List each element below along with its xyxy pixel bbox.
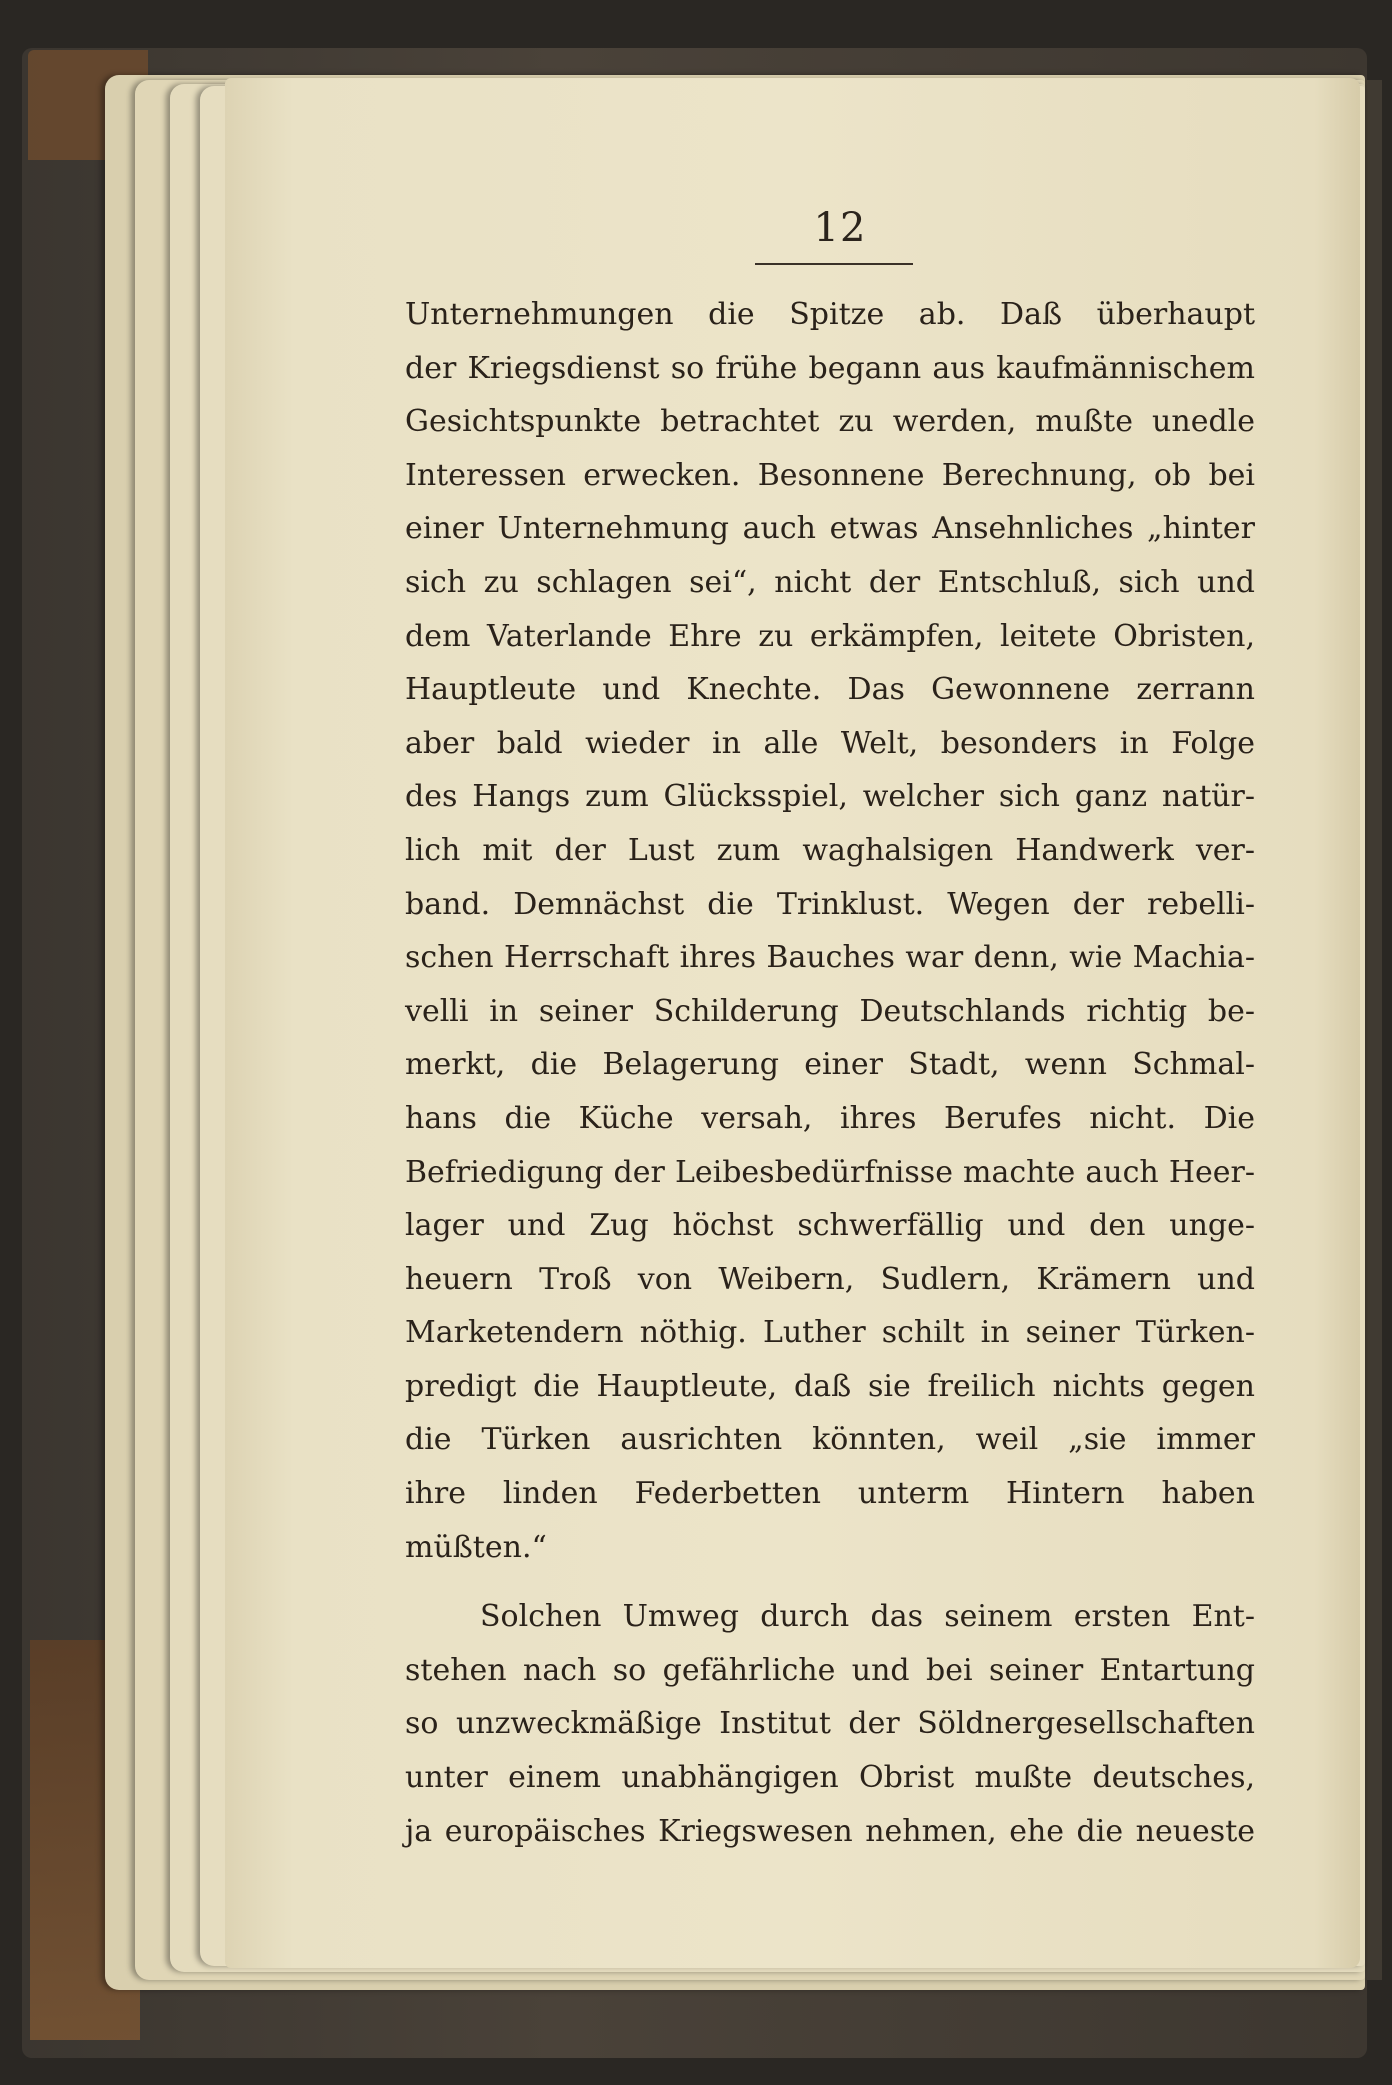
text-line: schen Herrschaft ihres Bauches war denn, wie Machia- bbox=[405, 940, 1255, 976]
text-line: heuern Troß von Weibern, Sudlern, Krämern und bbox=[405, 1261, 1255, 1297]
text-line: müßten.“ bbox=[405, 1529, 547, 1565]
text-line: Unternehmungen die Spitze ab. Daß überhaupt bbox=[405, 297, 1255, 332]
page-number: 12 bbox=[813, 205, 867, 251]
text-line: velli in seiner Schilderung Deutschlands richtig be- bbox=[405, 993, 1255, 1029]
text-line: der Kriegsdienst so frühe begann aus kaufmännischem bbox=[405, 350, 1255, 386]
text-line: aber bald wieder in alle Welt, besonders in Folge bbox=[405, 725, 1255, 761]
text-line: merkt, die Belagerung einer Stadt, wenn Schmal- bbox=[405, 1047, 1255, 1083]
text-line: lager und Zug höchst schwerfällig und den unge- bbox=[405, 1208, 1255, 1244]
text-line: Gesichtspunkte betrachtet zu werden, mußte unedle bbox=[405, 404, 1255, 440]
text-line: lich mit der Lust zum waghalsigen Handwerk ver- bbox=[405, 832, 1255, 868]
text-line: band. Demnächst die Trinklust. Wegen der rebelli- bbox=[405, 886, 1255, 922]
text-line: einer Unternehmung auch etwas Ansehnliches „hinter bbox=[405, 511, 1255, 547]
paragraph-gap bbox=[405, 1574, 1255, 1590]
page-number-rule bbox=[755, 263, 913, 265]
text-line: dem Vaterlande Ehre zu erkämpfen, leitete Obristen, bbox=[405, 618, 1255, 654]
text-line: des Hangs zum Glücksspiel, welcher sich ganz natür- bbox=[405, 779, 1255, 815]
text-line: die Türken ausrichten könnten, weil „sie immer bbox=[405, 1422, 1255, 1458]
text-line: Befriedigung der Leibesbedürfnisse machte auch Heer- bbox=[405, 1154, 1255, 1190]
text-line: Interessen erwecken. Besonnene Berechnung, ob bei bbox=[405, 457, 1255, 493]
text-line: hans die Küche versah, ihres Berufes nicht. Die bbox=[405, 1100, 1255, 1136]
text-line: ihre linden Federbetten unterm Hintern haben bbox=[405, 1476, 1255, 1512]
paragraph-1 bbox=[405, 288, 1255, 1574]
text-line: so unzweckmäßige Institut der Söldnergesellschaften bbox=[405, 1706, 1255, 1742]
text-line: unter einem unabhängigen Obrist mußte deutsches, bbox=[405, 1760, 1255, 1796]
text-line: Marketendern nöthig. Luther schilt in seiner Türken- bbox=[405, 1315, 1255, 1351]
body-text bbox=[405, 288, 1255, 1858]
text-line: stehen nach so gefährliche und bei seiner Entartung bbox=[405, 1652, 1255, 1688]
paragraph-2 bbox=[405, 1590, 1255, 1858]
text-line: ja europäisches Kriegswesen nehmen, ehe die neueste bbox=[405, 1813, 1255, 1849]
text-line: Solchen Umweg durch das seinem ersten Ent- bbox=[480, 1599, 1255, 1635]
text-line: Hauptleute und Knechte. Das Gewonnene zerrann bbox=[405, 672, 1255, 708]
text-line: sich zu schlagen sei“, nicht der Entschluß, sich und bbox=[405, 564, 1255, 600]
text-line: predigt die Hauptleute, daß sie freilich nichts gegen bbox=[405, 1368, 1255, 1404]
